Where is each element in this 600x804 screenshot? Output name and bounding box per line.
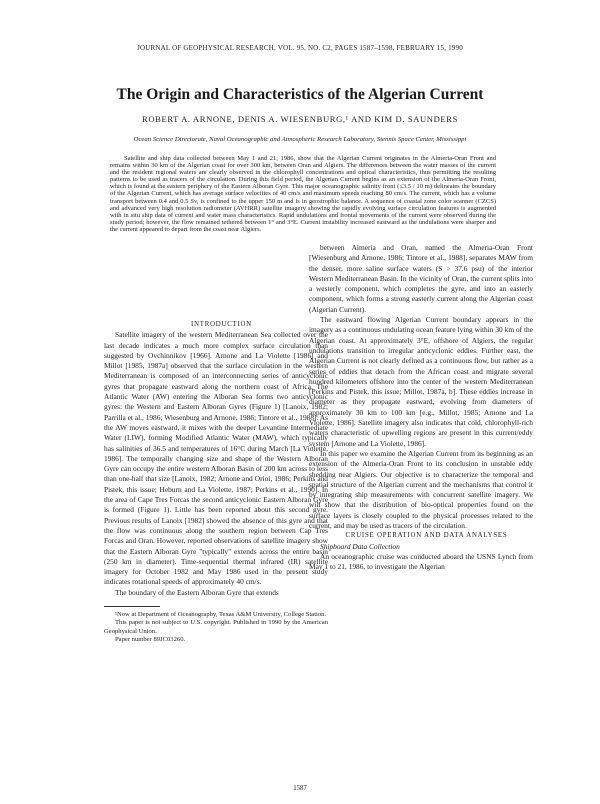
copyright-note: This paper is not subject to U.S. copyright. Published in 1990 by the American Geophysical Union. [104,619,328,635]
left-column [104,320,328,645]
page-number: 1587 [293,785,307,792]
abstract: Satellite and ship data collected between May 1 and 21, 1986, show that the Algerian Current originates in the Almeria-Oran Front and remains within 30 km of the Algerian coast for over 300 km, between Oran and Algiers. The differences between the water masses of the current and the resident regional waters are clearly observed in the chlorophyll concentrations and optical characteristics, thus permitting the resulting patterns to be used as tracers of the circulation. During this field period, the Algerian Current begins as an extension of the Almeria-Oran Front, which is found at the eastern periphery of the Eastern Alboran Gyre. This major oceanographic salinity front (≤3.5 / 10 m) delineates the boundary of the Algerian Current, which has average surface velocities of 40 cm/s and maximum speeds reaching 80 cm/s. The current, which has a volume transport between 0.4 and 0.5 Sv, is confined to the upper 150 m and is in geostrophic balance. A sequence of coastal zone color scanner (CZCS) and advanced very high resolution radiometer (AVHRR) satellite imagery showing the rapidly evolving surface circulation features is augmented with in situ ship data of current and water mass characteristics. Rapid undulations and frontal movements of the current were observed during the study period; however, the flow remained tethered between 1° and 3°E. Current instability increased eastward as the undulations were sharper and the current appeared to depart from the coast near Algiers. [110,155,496,233]
footnote-rule [104,606,160,607]
intro-paragraph-1: Satellite imagery of the western Mediterranean Sea collected over the last decade indicates a much more complex surface circulation than suggested by Ovchinnikov [1966]. Arnone and La Violette [1986] and Millot [1985, 1987a] observed that the surface circulation in the western Mediterranean is composed of an interconnecting series of anticyclonic gyres that propagate eastward along the northern coast of Africa. The Atlantic Water (AW) entering the Alboran Sea forms two anticyclonic gyres: the Western and Eastern Alboran Gyres (Figure 1) [Lanoix, 1982; Parrilla et al., 1986; Wiesenburg and Arnone, 1986; Tintore et al., 1988]. As the AW moves eastward, it mixes with the deeper Levantine Intermediate Water (LIW), forming Modified Atlantic Water (MAW), which typically has salinities of 36.5 and temperatures of 16°C during March [La Violette, 1986]. The temporally changing size and shape of the Western Alboran Gyre can occupy the entire western Alboran Basin of 200 km across to less than one-half that size [Lanoix, 1982; Arnone and Orioi, 1986; Perkins and Pistek, this issue; Heburn and La Violette, 1987; Perkins et al., 1990]. In the area of Cape Tres Forcas the second anticyclonic Eastern Alboran Gyre is formed (Figure 1). Little has been reported about this second gyre. Previous results of Lanoix [1982] showed the absence of this gyre and that the flow was continuous along the southern region between Cap Tres Forcas and Oran. However, reported observations of satellite imagery show that the Eastern Alboran Gyre "typically" extends across the entire basin (250 km in diameter). Time-sequential thermal infrared (IR) satellite imagery for October 1982 and May 1986 used in the present study indicates rotational speeds of approximately 40 cm/s. [104,330,328,587]
intro-paragraph-4: The eastward flowing Algerian Current boundary appears in the imagery as a continuous undulating ocean feature lying within 30 km of the Algerian coast. At approximately 3°E, offshore of Algiers, the regular undulations transition to irregular anticyclonic eddies. Further east, the Algerian Current is not clearly defined as a continuous flow, but rather as a series of eddies that detach from the African coast and migrate several hundred kilometers offshore into the center of the western Mediterranean [Perkins and Pistek, this issue; Millot, 1987a, b]. These eddies increase in diameter as they propagate eastward, evolving from diameters of approximately 30 km to 100 km [e.g., Millot, 1985; Arnone and La Violette, 1986]. Satellite imagery also indicates that cold, chlorophyll-rich waters characteristic of upwelling regions are present in this current/eddy system [Arnone and La Violette, 1986]. [309,315,533,448]
paper-title: The Origin and Characteristics of the Algerian Current [116,86,484,103]
paper-number: Paper number 89JC03260. [115,636,186,644]
shipboard-subheading: Shipboard Data Collection [320,541,400,551]
author-affiliation: Ocean Science Directorate, Naval Oceanographic and Atmospheric Research Laboratory, Stennis Space Center, Mississippi [133,136,467,143]
author-list: ROBERT A. ARNONE, DENIS A. WIESENBURG,¹ AND KIM D. SAUNDERS [142,114,458,124]
introduction-heading: INTRODUCTION [191,321,252,328]
right-column [309,243,533,573]
intro-paragraph-3: between Almeria and Oran, named the Almeria-Oran Front [Wiesenburg and Arnone, 1986; Tintore et al., 1988], separates MAW from the denser, more saline surface waters (S > 37.6 psu) of the interior Western Mediterranean Basin. In the vicinity of Oran, the current splits into a westerly component, which completes the gyre, and into an easterly component, which forms a strong easterly current along the Algerian coast (Algerian Current). [309,243,533,314]
methods-heading: CRUISE OPERATION AND DATA ANALYSES [345,532,508,540]
intro-paragraph-5: In this paper we examine the Algerian Current from its beginning as an extension of the Almeria-Oran Front to its conclusion in unstable eddy shedding near Algiers. Our objective is to characterize the temporal and spatial structure of the Algerian current and the mechanisms that control it by integrating ship measurements with concurrent satellite imagery. We will show that the distribution of bio-optical properties found on the surface layers is closely coupled to the physical processes related to the current, and may be used as tracers of the circulation. [309,448,533,531]
methods-paragraph-1: An oceanographic cruise was conducted aboard the USNS Lynch from May 1 to 21, 1986, to investigate the Algerian [309,551,533,572]
affiliation-footnote: ¹Now at Department of Oceanography, Texas A&M University, College Station. [115,611,327,619]
intro-paragraph-2: The boundary of the Eastern Alboran Gyre that extends [115,587,279,597]
journal-header: JOURNAL OF GEOPHYSICAL RESEARCH, VOL. 95, NO. C2, PAGES 1587–1598, FEBRUARY 15, 1990 [137,44,463,52]
